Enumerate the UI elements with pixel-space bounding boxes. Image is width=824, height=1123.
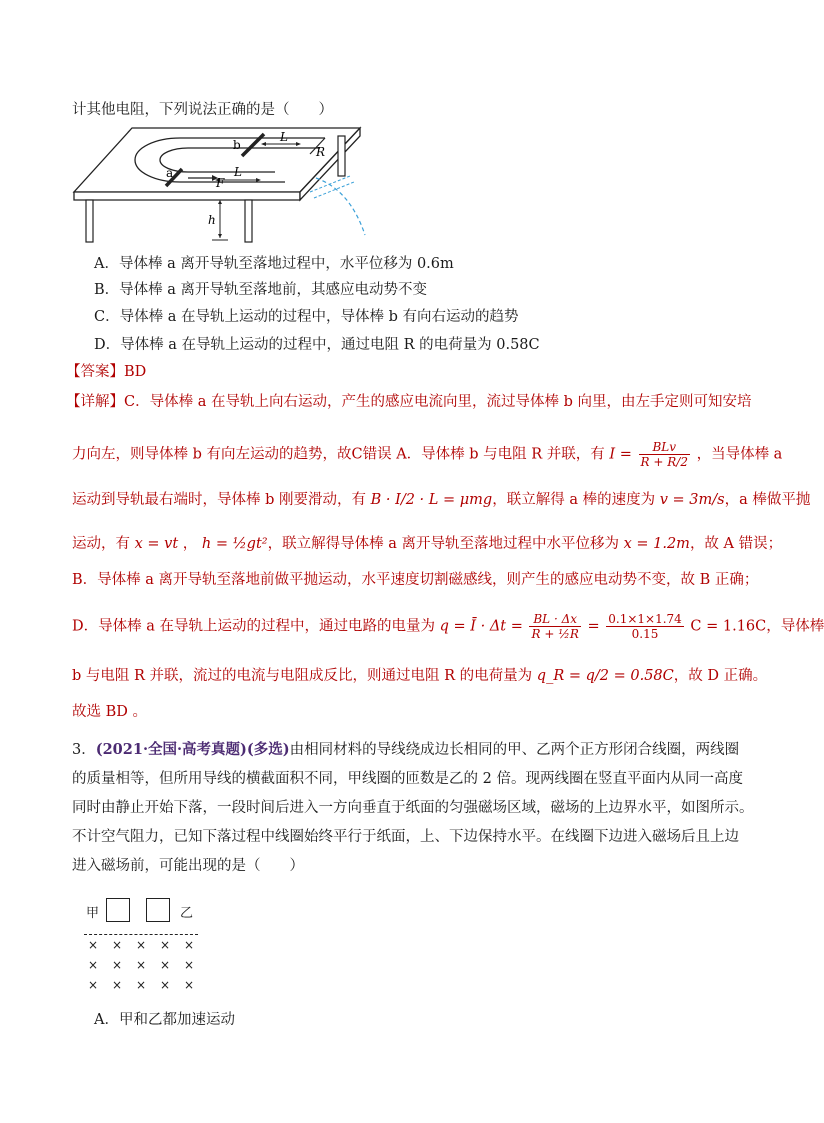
field-mark: × [184, 938, 195, 952]
detail-label: 【详解】 [66, 394, 124, 410]
detail-text-3c: ，a 棒做平抛 [724, 492, 811, 508]
q2-option-d: D．导体棒 a 在导轨上运动的过程中，通过电阻 R 的电荷量为 0.58C [94, 337, 540, 353]
q2-answer [66, 362, 146, 382]
q3-stem-line-4: 不计空气阻力，已知下落过程中线圈始终平行于纸面，上、下边保持水平。在线圈下边进入磁场后且上边 [72, 829, 739, 845]
detail-text-4c: ，故 A 错误； [689, 536, 783, 552]
q2-detail-line-1 [66, 392, 751, 412]
field-mark: × [136, 978, 147, 992]
field-mark: × [112, 958, 123, 972]
detail-text-3a: 运动到导轨最右端时，导体棒 b 刚要滑动，有 [72, 492, 366, 508]
q2-detail-line-6 [72, 612, 824, 641]
field-mark: × [112, 978, 123, 992]
answer-label: 【答案】 [66, 364, 124, 380]
coil-yi [146, 898, 170, 922]
field-mark: × [184, 958, 195, 972]
label-b: b [233, 138, 241, 152]
eq-qR: q_R = q/2 = 0.58C [536, 668, 674, 684]
q3-tag: (2021·全国·高考真题)(多选) [95, 741, 290, 758]
label-yi: 乙 [180, 906, 194, 921]
q2-figure-rail-table [70, 120, 370, 248]
eq-current-fraction: $\frac{\text{BLv}}{R + R/2}$ [640, 440, 688, 469]
eq-charge-lhs: q = Ī · Δt = [439, 618, 523, 635]
eq-charge-equals: = [587, 618, 600, 635]
q2-detail-line-5: B．导体棒 a 离开导轨至落地前做平抛运动，水平速度切割磁感线，则产生的感应电动势不变，故 B 正确； [72, 572, 759, 588]
field-mark: × [160, 958, 171, 972]
detail-text-2b: ，当导体棒 a [696, 446, 783, 463]
q3-option-a: A．甲和乙都加速运动 [94, 1012, 235, 1028]
field-mark: × [136, 938, 147, 952]
eq-x-result: x = 1.2m [623, 536, 690, 552]
field-mark: × [88, 958, 99, 972]
field-mark: × [88, 938, 99, 952]
detail-text-6b: ，导体棒 [766, 618, 824, 635]
answer-value: BD [124, 364, 147, 380]
eq-x-vt: x = vt [134, 536, 179, 552]
eq-force-balance: B · I/2 · L = μmg [370, 492, 493, 508]
label-a: a [166, 166, 174, 180]
eq-velocity: v = 3m/s [659, 492, 725, 508]
eq-charge-fraction-1: $\frac{BL \cdot \Delta x}{\text{R + ½R}}$ [531, 612, 579, 641]
label-L-top: L [280, 130, 288, 144]
q2-option-b: B．导体棒 a 离开导轨至落地前，其感应电动势不变 [94, 282, 428, 298]
coil-jia [106, 898, 130, 922]
q3-stem-1: 由相同材料的导线绕成边长相同的甲、乙两个正方形闭合线圈，两线圈 [289, 742, 740, 758]
q2-option-a: A．导体棒 a 离开导轨至落地过程中，水平位移为 0.6m [94, 256, 454, 272]
detail-text-3b: ，联立解得 a 棒的速度为 [492, 492, 656, 508]
detail-text-4b: ，联立解得导体棒 a 离开导轨至落地过程中水平位移为 [267, 536, 619, 552]
field-mark: × [112, 938, 123, 952]
label-R: R [316, 145, 326, 159]
q3-stem-line-1 [72, 740, 739, 760]
detail-text-2a: 力向左，则导体棒 b 有向左运动的趋势，故C错误 A．导体棒 b 与电阻 R 并联，有 [72, 446, 605, 463]
field-mark: × [160, 938, 171, 952]
q3-stem-line-3: 同时由静止开始下落，一段时间后进入一方向垂直于纸面的匀强磁场区域，磁场的上边界水平，如图所示。 [72, 800, 754, 816]
q2-conclusion: 故选 BD 。 [72, 704, 147, 720]
q2-detail-line-2 [72, 440, 782, 469]
detail-text-7b: ，故 D 正确。 [673, 668, 768, 684]
eq-charge-result: C = 1.16C [690, 618, 767, 635]
eq-current-lhs: I = [609, 446, 632, 463]
q2-option-c: C．导体棒 a 在导轨上运动的过程中，导体棒 b 有向右运动的趋势 [94, 309, 519, 325]
label-F: F [216, 176, 225, 190]
label-h: h [208, 213, 216, 227]
q2-detail-line-3 [72, 490, 810, 510]
q2-detail-line-4: 运动，有 x = vt ， h = ½gt²，联立解得导体棒 a 离开导轨至落地过程中水平位移为 x = 1.2m，故 A 错误； [72, 536, 783, 552]
detail-text-4a: 运动，有 [72, 536, 130, 552]
detail-text-1: C．导体棒 a 在导轨上向右运动，产生的感应电流向里，流过导体棒 b 向里，由左手定则可知安培 [124, 394, 752, 410]
eq-h-gt2: h = ½gt² [201, 536, 268, 552]
field-mark: × [88, 978, 99, 992]
detail-text-6a: D．导体棒 a 在导轨上运动的过程中，通过电路的电量为 [72, 618, 435, 635]
detail-text-7a: b 与电阻 R 并联，流过的电流与电阻成反比，则通过电阻 R 的电荷量为 [72, 668, 533, 684]
field-boundary [84, 934, 198, 935]
q2-detail-line-7 [72, 666, 767, 686]
eq-charge-fraction-2: $\frac{0.1\times 1\times 1.74}{0.15}$ [608, 612, 682, 641]
q3-stem-line-2: 的质量相等，但所用导线的横截面积不同，甲线圈的匝数是乙的 2 倍。现两线圈在竖直平面内从同一高度 [72, 771, 743, 787]
field-mark: × [160, 978, 171, 992]
label-L-bottom: L [234, 165, 242, 179]
label-jia: 甲 [86, 906, 100, 921]
field-mark: × [184, 978, 195, 992]
q3-number: 3． [72, 742, 96, 758]
q2-stem-tail: 计其他电阻，下列说法正确的是（ ） [72, 102, 333, 118]
field-mark: × [136, 958, 147, 972]
q3-stem-line-5: 进入磁场前，可能出现的是（ ） [72, 858, 304, 874]
